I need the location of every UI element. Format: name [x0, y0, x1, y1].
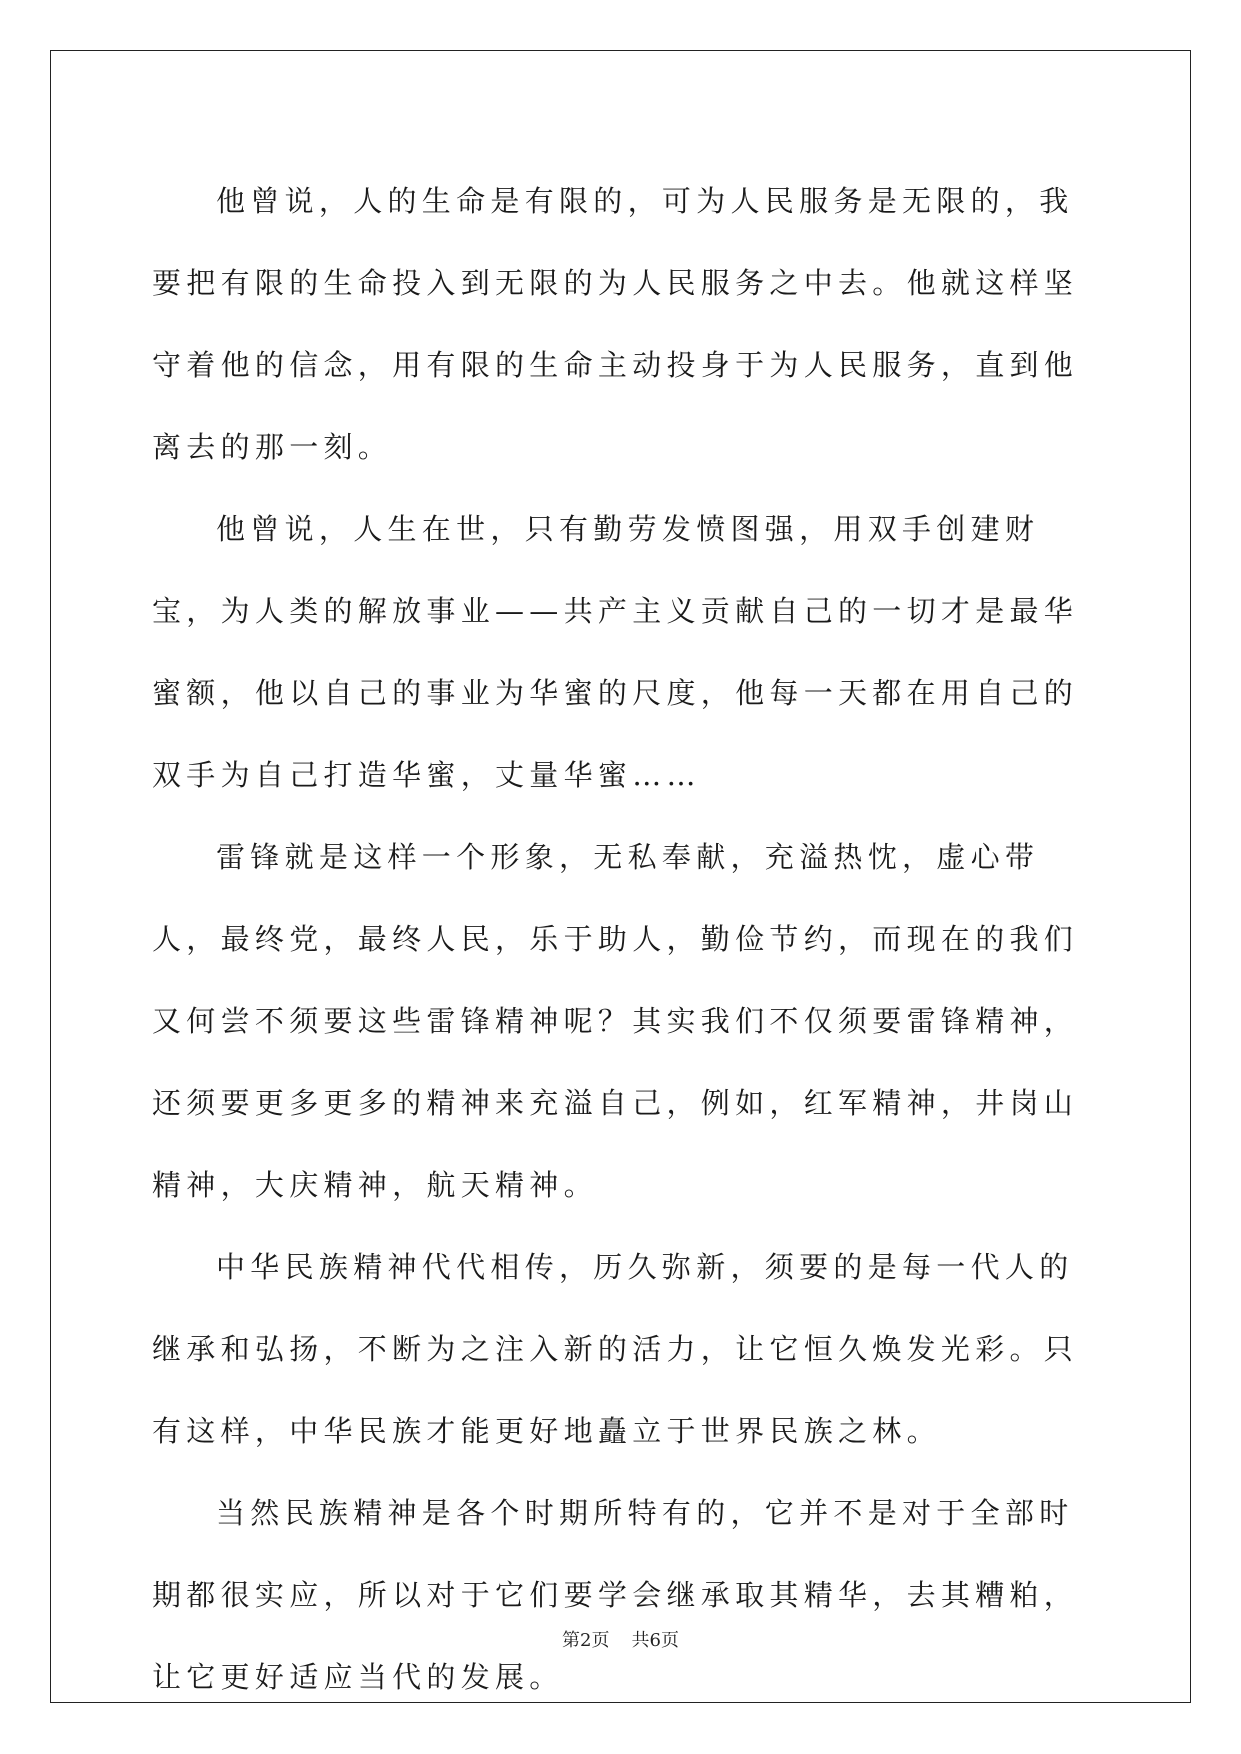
page-total: 共6页 [631, 1630, 679, 1651]
paragraph: 当然民族精神是各个时期所特有的，它并不是对于全部时期都很实应，所以对于它们要学会继承取其精华，去其糟粕，让它更好适应当代的发展。 [152, 1496, 1079, 1694]
document-body [152, 160, 1092, 1718]
paragraph: 雷锋就是这样一个形象，无私奉献，充溢热忱，虚心带人，最终党，最终人民，乐于助人，勤俭节约，而现在的我们又何尝不须要这些雷锋精神呢？其实我们不仅须要雷锋精神，还须要更多更多的精神来充溢自己，例如，红军精神，井岗山精神，大庆精神，航天精神。 [152, 840, 1079, 1202]
page-footer [0, 1626, 1241, 1652]
page-number: 第2页 [562, 1630, 610, 1651]
paragraph: 中华民族精神代代相传，历久弥新，须要的是每一代人的继承和弘扬，不断为之注入新的活力，让它恒久焕发光彩。只有这样，中华民族才能更好地矗立于世界民族之林。 [152, 1250, 1079, 1448]
paragraph: 他曾说，人的生命是有限的，可为人民服务是无限的，我要把有限的生命投入到无限的为人民服务之中去。他就这样坚守着他的信念，用有限的生命主动投身于为人民服务，直到他离去的那一刻。 [152, 184, 1079, 464]
paragraph: 他曾说，人生在世，只有勤劳发愤图强，用双手创建财宝，为人类的解放事业——共产主义贡献自己的一切才是最华蜜额，他以自己的事业为华蜜的尺度，他每一天都在用自己的双手为自己打造华蜜，丈量华蜜…… [152, 512, 1079, 792]
